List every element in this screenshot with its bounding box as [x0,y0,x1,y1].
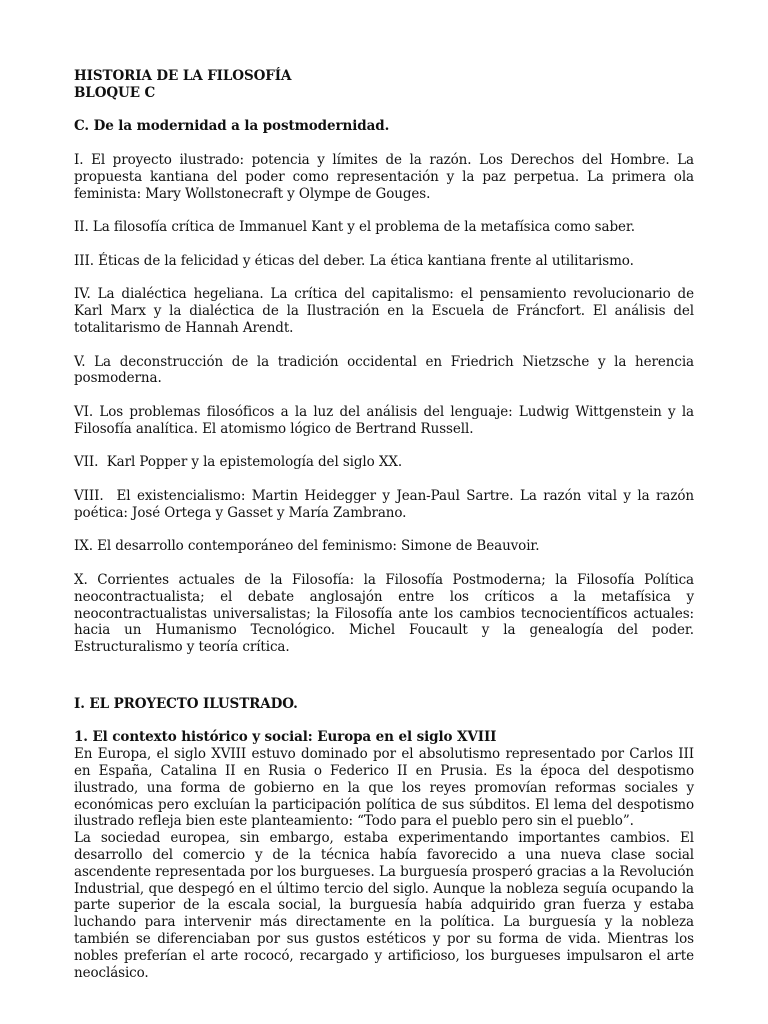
spacer [74,337,694,354]
spacer [74,387,694,404]
document-title: HISTORIA DE LA FILOSOFÍA [74,68,292,84]
topic-item-5: V. La deconstrucción de la tradición occidental en Friedrich Nietzsche y la herencia posmoderna. [74,353,694,387]
spacer [74,102,694,119]
body-paragraph-1: En Europa, el siglo XVIII estuvo dominado por el absolutismo representado por Carlos III en España, Catalina II en Rusia o Federico II en Prusia. Es la época del despotismo ilustrado, una forma de gobierno en la que los reyes promovían reformas sociales y económicas pero excluían la participación política de sus súbditos. El lema del despotismo ilustrado refleja bien este planteamiento: “Todo para el pueblo pero sin el pueblo”. [74,746,694,830]
section-title: C. De la modernidad a la postmodernidad. [74,118,390,135]
spacer [74,656,694,696]
topic-item-6: VI. Los problemas filosóficos a la luz del análisis del lenguaje: Ludwig Wittgenstein y la Filosofía analítica. El atomismo lógico de Bertrand Russell. [74,403,694,437]
chapter-title: I. EL PROYECTO ILUSTRADO. [74,695,298,712]
spacer [74,270,694,287]
spacer [74,522,694,539]
document-block-label: BLOQUE C [74,84,156,101]
spacer [74,713,694,730]
spacer [74,471,694,488]
spacer [74,555,694,572]
topic-item-9: IX. El desarrollo contemporáneo del feminismo: Simone de Beauvoir. [74,538,540,555]
spacer [74,202,694,219]
topic-item-8: VIII. El existencialismo: Martin Heidegger y Jean-Paul Sartre. La razón vital y la razón poética: José Ortega y Gasset y María Zambrano. [74,487,699,521]
spacer [74,236,694,253]
topic-item-10: X. Corrientes actuales de la Filosofía: la Filosofía Postmoderna; la Filosofía Política neocontractualista; el debate anglosajón entre los críticos a la metafísica y neocontractualistas universalistas; la Filosofía ante los cambios tecnocientíficos actuales: hacia un Humanismo Tecnológico. Michel Foucault y la genealogía del poder. Estructuralismo y teoría crítica. [74,571,694,656]
body-paragraph-2: La sociedad europea, sin embargo, estaba experimentando importantes cambios. El desarrollo del comercio y de la técnica había favorecido a una nueva clase social ascendente representada por los burgueses. La burguesía prosperó gracias a la Revolución Industrial, que despegó en el último tercio del siglo. Aunque la nobleza seguía ocupando la parte superior de la escala social, la burguesía había adquirido gran fuerza y estaba luchando para intervenir más directamente en la política. La burguesía y la nobleza también se diferenciaban por sus gustos estéticos y por su forma de vida. Mientras los nobles preferían el arte rococó, recargado y artificioso, los burgueses impulsaron el arte neoclásico. [74,830,694,981]
topic-item-1: I. El proyecto ilustrado: potencia y límites de la razón. Los Derechos del Hombre. La propuesta kantiana del poder como representación y la paz perpetua. La primera ola feminista: Mary Wollstonecraft y Olympe de Gouges. [74,151,694,202]
topic-item-4: IV. La dialéctica hegeliana. La crítica del capitalismo: el pensamiento revolucionario de Karl Marx y la dialéctica de la Ilustración en la Escuela de Fráncfort. El análisis del totalitarismo de Hannah Arendt. [74,286,694,336]
subsection-title: 1. El contexto histórico y social: Europa en el siglo XVIII [74,729,497,746]
spacer [74,135,694,152]
topic-item-7: VII. Karl Popper y la epistemología del siglo XX. [74,454,403,471]
topic-item-2: II. La filosofía crítica de Immanuel Kant y el problema de la metafísica como saber. [74,219,635,236]
topic-item-3: III. Éticas de la felicidad y éticas del deber. La ética kantiana frente al utilitarismo. [74,252,634,269]
spacer [74,438,694,455]
